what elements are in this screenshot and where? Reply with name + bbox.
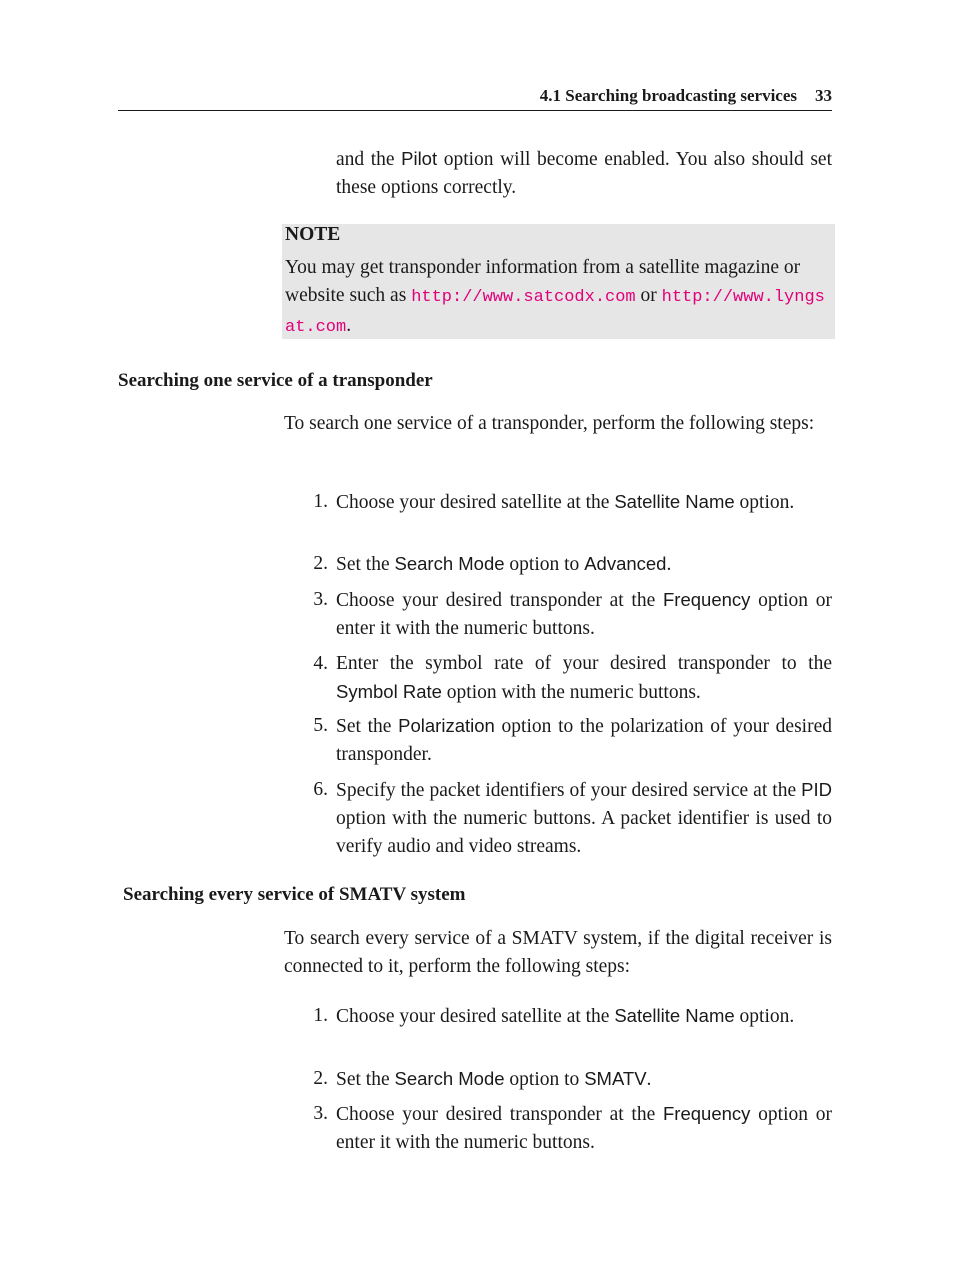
step-text: Enter the symbol rate of your desired transponder to the bbox=[336, 653, 832, 674]
note-title: NOTE bbox=[285, 224, 341, 245]
option-frequency: Frequency bbox=[663, 1103, 751, 1124]
note-box bbox=[282, 224, 835, 339]
step-text: Set the bbox=[336, 1069, 395, 1090]
step-text: option or enter it with the numeric buttons. bbox=[336, 1104, 832, 1153]
header-rule bbox=[118, 110, 832, 111]
step-text: . bbox=[666, 554, 672, 575]
list-item bbox=[336, 650, 832, 707]
step-text: Set the bbox=[336, 554, 395, 575]
option-pid: PID bbox=[801, 779, 832, 800]
intro-text-2: option will become enabled. You also should set these options correctly. bbox=[336, 149, 832, 198]
section-heading-one-service: Searching one service of a transponder bbox=[118, 370, 433, 391]
step-text: Choose your desired transponder at the bbox=[336, 1104, 663, 1125]
option-satellite-name: Satellite Name bbox=[614, 491, 735, 512]
step-text: Choose your desired satellite at the bbox=[336, 492, 615, 513]
option-pilot: Pilot bbox=[401, 148, 438, 169]
step-text: option to bbox=[504, 554, 585, 575]
list-item bbox=[336, 712, 832, 769]
intro-text-1: and the bbox=[336, 149, 402, 170]
step-number: 3. bbox=[313, 589, 328, 610]
option-search-mode: Search Mode bbox=[394, 1068, 505, 1089]
step-text: option. bbox=[734, 492, 795, 513]
step-number: 1. bbox=[313, 491, 328, 512]
note-text-3: . bbox=[346, 315, 352, 336]
section-heading-smatv: Searching every service of SMATV system bbox=[123, 884, 466, 905]
list-item bbox=[336, 550, 832, 579]
satcodx-link[interactable]: http://www.satcodx.com bbox=[411, 288, 636, 307]
step-text: Choose your desired satellite at the bbox=[336, 1006, 615, 1027]
step-text: option to the polarization of your desired transponder. bbox=[336, 716, 832, 765]
value-advanced: Advanced bbox=[584, 553, 667, 574]
option-search-mode: Search Mode bbox=[394, 553, 505, 574]
list-item bbox=[336, 1002, 832, 1031]
option-symbol-rate: Symbol Rate bbox=[336, 681, 442, 702]
step-text: option. bbox=[734, 1006, 795, 1027]
note-text bbox=[285, 254, 833, 342]
step-number: 1. bbox=[313, 1005, 328, 1026]
section2-intro: To search every service of a SMATV system, if the digital receiver is connected to it, perform the following steps: bbox=[284, 928, 832, 977]
list-item bbox=[336, 488, 832, 517]
step-text: Choose your desired transponder at the bbox=[336, 590, 663, 611]
intro-paragraph bbox=[336, 145, 832, 202]
step-text: option with the numeric buttons. A packet identifier is used to verify audio and video streams. bbox=[336, 808, 832, 857]
lyngsat-link[interactable]: http://www.lyngsat.com bbox=[285, 288, 825, 337]
option-satellite-name: Satellite Name bbox=[614, 1005, 735, 1026]
step-number: 3. bbox=[313, 1103, 328, 1124]
option-frequency: Frequency bbox=[663, 589, 751, 610]
step-number: 4. bbox=[313, 653, 328, 674]
list-item bbox=[336, 1100, 832, 1157]
step-text: option to bbox=[504, 1069, 585, 1090]
section-title: 4.1 Searching broadcasting services bbox=[539, 86, 797, 105]
list-item bbox=[336, 1065, 832, 1094]
page-number: 33 bbox=[815, 86, 832, 105]
running-head bbox=[118, 86, 832, 106]
step-number: 2. bbox=[313, 1068, 328, 1089]
step-text: option or enter it with the numeric buttons. bbox=[336, 590, 832, 639]
step-text: . bbox=[646, 1069, 652, 1090]
list-item bbox=[336, 586, 832, 643]
step-text: Set the bbox=[336, 716, 399, 737]
step-text: option with the numeric buttons. bbox=[441, 682, 701, 703]
step-text: Specify the packet identifiers of your desired service at the bbox=[336, 780, 802, 801]
step-number: 5. bbox=[313, 715, 328, 736]
step-number: 2. bbox=[313, 553, 328, 574]
section1-intro: To search one service of a transponder, perform the following steps: bbox=[284, 413, 815, 434]
value-smatv: SMATV bbox=[584, 1068, 647, 1089]
note-text-2: or bbox=[635, 285, 662, 306]
option-polarization: Polarization bbox=[398, 715, 495, 736]
step-number: 6. bbox=[313, 779, 328, 800]
note-text-1: You may get transponder information from a satellite magazine or website such as bbox=[285, 257, 801, 306]
list-item bbox=[336, 776, 832, 861]
